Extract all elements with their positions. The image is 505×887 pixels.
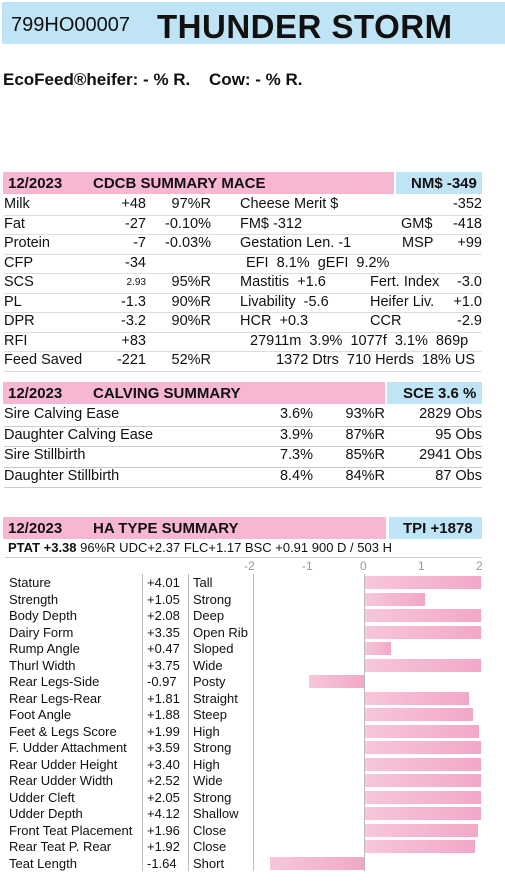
trait-name: Front Teat Placement [9,822,133,838]
trait-bar [270,857,364,870]
type-title: HA TYPE SUMMARY [93,520,239,537]
calving-reliability: 85%R [345,447,385,463]
type-trait-row [5,855,482,872]
cdcb-date: 12/2023 [8,175,63,192]
trait-description: Strong [193,740,232,755]
cdcb-extra-value: -2.9 [457,313,482,329]
type-trait-row [5,822,482,839]
trait-bar [365,642,391,655]
cdcb-reliability: -0.03% [165,235,211,251]
calving-observations: 95 Obs [435,426,482,443]
calving-observations: 2829 Obs [419,406,482,422]
cdcb-reliability: 97%R [171,196,211,212]
trait-name: Teat Length [9,855,77,871]
cdcb-row [4,215,482,236]
axis-tick-label: 0 [360,559,367,573]
trait-name: Udder Cleft [9,789,75,805]
calving-reliability: 93%R [345,406,385,422]
trait-bar [365,791,481,804]
trait-value: +1.81 [147,690,180,706]
type-trait-row [5,591,482,608]
trait-value: +2.08 [147,608,180,623]
calving-date: 12/2023 [8,385,63,402]
trait-bar [365,824,478,837]
header-banner [2,2,505,44]
type-trait-row [5,805,482,822]
type-trait-row [5,789,482,806]
trait-name: Body Depth [9,608,77,623]
trait-bar [365,626,481,639]
trait-description: Close [193,822,227,838]
type-trait-row [5,574,482,591]
trait-name: Feet & Legs Score [9,723,117,739]
cdcb-extra: 27911m 3.9% 1077f 3.1% 869p [250,332,469,349]
trait-value: +0.47 [147,641,180,656]
trait-description: Shallow [193,806,239,821]
type-trait-row [5,838,482,855]
axis-tick-label: 2 [476,559,483,573]
cdcb-extra-value: -418 [452,215,482,232]
calving-value: 3.6% [279,406,313,422]
trait-name: Thurl Width [9,657,76,673]
calving-title: CALVING SUMMARY [93,385,241,402]
calving-reliability: 87%R [345,426,385,443]
calving-value: 7.3% [279,447,313,463]
cdcb-extra: 1372 Dtrs 710 Herds 18% US [276,352,476,368]
calving-observations: 87 Obs [435,467,482,484]
cdcb-value: -27 [125,215,146,232]
type-trait-row [5,657,482,674]
calving-row [4,446,482,468]
cdcb-extra-label: MSP [402,235,434,251]
ptat-value: PTAT +3.38 [8,540,77,555]
cdcb-extra: EFI 8.1% gEFI 9.2% [246,254,390,271]
trait-name: Foot Angle [9,707,72,722]
cdcb-extra: Gestation Len. -1 [240,235,352,251]
trait-value: +1.96 [147,822,180,838]
trait-bar [365,659,481,672]
trait-description: Close [193,839,227,854]
trait-name: Stature [9,575,51,590]
axis-tick-label: -1 [302,559,313,573]
trait-bar [365,609,481,622]
trait-description: Strong [193,789,232,805]
trait-description: High [193,723,220,739]
type-trait-row [5,624,482,641]
cdcb-extra: FM$ -312 [240,215,303,232]
cdcb-reliability: -0.10% [165,215,211,232]
cdcb-title: CDCB SUMMARY MACE [93,175,266,192]
cdcb-row [4,332,482,353]
ptat-details: 96%R UDC+2.37 FLC+1.17 BSC +0.91 900 D / 503 H [80,540,392,555]
ecofeed-heifer: EcoFeed®heifer: - % R. [3,70,191,89]
type-trait-row [5,706,482,723]
trait-name: Dairy Form [9,624,74,640]
cdcb-row [4,312,482,333]
cdcb-header [3,172,482,194]
trait-value: +2.52 [147,773,180,788]
trait-bar [365,741,481,754]
type-trait-row [5,640,482,657]
cdcb-trait: Fat [4,215,25,232]
cdcb-value: +83 [121,332,146,349]
type-trait-row [5,772,482,789]
cdcb-extra-label: Heifer Liv. [370,293,435,310]
cdcb-trait: DPR [4,313,35,329]
cdcb-trait: RFI [4,332,28,349]
type-trait-row [5,739,482,756]
cdcb-reliability: 95%R [171,274,211,290]
cdcb-row [4,254,482,275]
type-trait-row [5,690,482,707]
calving-row [4,426,482,448]
cdcb-trait: PL [4,293,22,310]
bull-name: THUNDER STORM [157,8,453,45]
cdcb-extra-value: +99 [457,235,482,251]
trait-value: +3.75 [147,657,180,673]
type-header [3,517,482,539]
ptat-divider [5,557,482,558]
trait-name: F. Udder Attachment [9,740,127,755]
registration-id: 799HO00007 [11,14,130,36]
cdcb-row [4,293,482,314]
trait-name: Strength [9,591,59,607]
ptat-line [8,540,392,555]
trait-value: +1.05 [147,591,180,607]
type-trait-row [5,756,482,773]
cdcb-trait: SCS [4,274,34,290]
trait-value: +3.40 [147,756,180,772]
trait-bar [365,758,481,771]
calving-observations: 2941 Obs [419,447,482,463]
axis-tick-label: 1 [418,559,425,573]
calving-value: 8.4% [279,467,313,484]
cdcb-row [4,195,482,216]
trait-description: Straight [193,690,238,706]
cdcb-value: -7 [133,235,146,251]
calving-row [4,405,482,427]
trait-value: -0.97 [147,674,177,689]
ecofeed-cow: Cow: - % R. [209,70,303,89]
type-trait-row [5,673,482,690]
cdcb-trait: CFP [4,254,33,271]
cdcb-row [4,351,482,372]
trait-bar [365,725,479,738]
trait-description: Open Rib [193,624,248,640]
cdcb-extra-label: Fert. Index [370,274,440,290]
cdcb-extra-value: -3.0 [457,274,482,290]
cdcb-value: -1.3 [121,293,146,310]
calving-row [4,467,482,489]
cdcb-value: -221 [116,352,146,368]
ecofeed-line [3,70,317,90]
calving-trait: Daughter Stillbirth [4,467,120,484]
trait-bar [365,807,481,820]
trait-bar [365,692,469,705]
type-trait-row [5,723,482,740]
trait-name: Rump Angle [9,641,80,656]
trait-bar [309,675,364,688]
cdcb-extra: Mastitis +1.6 [240,274,326,290]
trait-description: High [193,756,220,772]
trait-name: Rear Teat P. Rear [9,839,112,854]
trait-description: Steep [193,707,227,722]
trait-description: Wide [193,657,223,673]
cdcb-extra: HCR +0.3 [240,313,309,329]
trait-name: Rear Udder Width [9,773,114,788]
cdcb-extra-value: -352 [452,196,482,212]
cdcb-extra: Livability -5.6 [240,293,329,310]
calving-value: 3.9% [279,426,313,443]
cdcb-value: 2.93 [126,277,146,288]
trait-name: Rear Udder Height [9,756,118,772]
type-date: 12/2023 [8,520,63,537]
cdcb-extra: Cheese Merit $ [240,196,339,212]
cdcb-reliability: 90%R [171,313,211,329]
calving-header [3,382,482,404]
calving-reliability: 84%R [345,467,385,484]
trait-value: -1.64 [147,855,177,871]
trait-description: Deep [193,608,225,623]
trait-bar [365,774,481,787]
trait-value: +4.12 [147,806,180,821]
trait-description: Tall [193,575,213,590]
cdcb-value: -3.2 [121,313,146,329]
trait-value: +3.35 [147,624,180,640]
trait-value: +1.92 [147,839,180,854]
trait-name: Rear Legs-Side [9,674,100,689]
cdcb-reliability: 52%R [171,352,211,368]
trait-value: +4.01 [147,575,180,590]
trait-value: +1.99 [147,723,180,739]
cdcb-extra-label: GM$ [401,215,433,232]
calving-trait: Sire Calving Ease [4,406,120,422]
trait-bar [365,576,481,589]
trait-value: +2.05 [147,789,180,805]
trait-bar [365,708,473,721]
trait-description: Posty [193,674,226,689]
trait-bar [365,840,475,853]
trait-name: Udder Depth [9,806,83,821]
tpi-value: TPI +1878 [403,520,473,537]
calving-trait: Daughter Calving Ease [4,426,154,443]
cdcb-extra-label: CCR [370,313,402,329]
cdcb-row [4,234,482,255]
trait-value: +1.88 [147,707,180,722]
trait-description: Wide [193,773,223,788]
trait-description: Sloped [193,641,234,656]
cdcb-value: -34 [125,254,146,271]
cdcb-value: +48 [121,196,146,212]
axis-tick-label: -2 [244,559,255,573]
trait-description: Short [193,855,225,871]
nm-dollars: NM$ -349 [411,175,477,192]
cdcb-reliability: 90%R [171,293,211,310]
type-trait-row [5,607,482,624]
cdcb-trait: Feed Saved [4,352,83,368]
trait-bar [365,593,425,606]
cdcb-trait: Protein [4,235,50,251]
calving-trait: Sire Stillbirth [4,447,86,463]
cdcb-trait: Milk [4,196,30,212]
cdcb-row [4,273,482,294]
trait-value: +3.59 [147,740,180,755]
trait-name: Rear Legs-Rear [9,690,102,706]
cdcb-extra-value: +1.0 [453,293,482,310]
sce-value: SCE 3.6 % [403,385,477,402]
trait-description: Strong [193,591,232,607]
